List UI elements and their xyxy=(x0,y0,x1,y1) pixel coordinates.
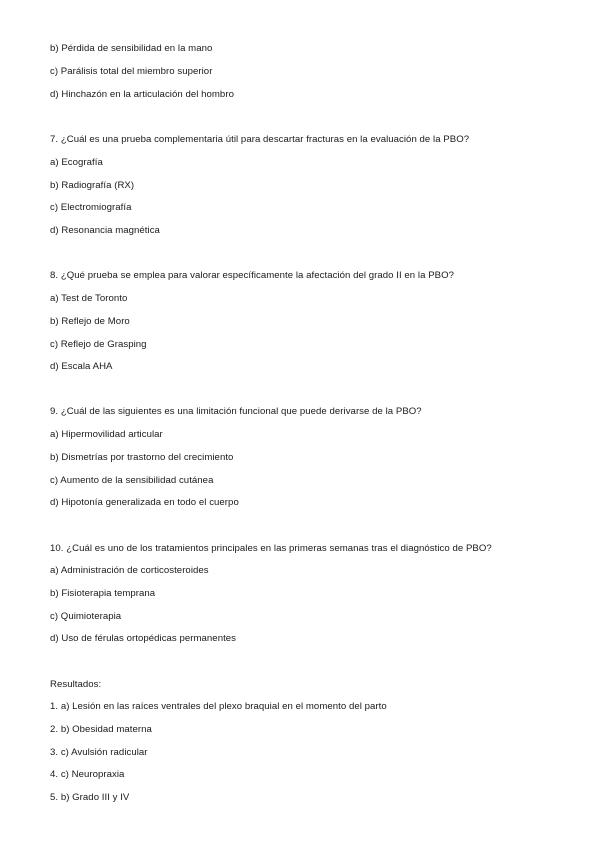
question-8-option-d: d) Escala AHA xyxy=(50,361,113,372)
results-heading: Resultados: xyxy=(50,679,102,690)
question-10-option-d: d) Uso de férulas ortopédicas permanentes xyxy=(50,633,237,644)
question-9-option-d: d) Hipotonía generalizada en todo el cuerpo xyxy=(50,497,239,508)
result-item: 4. c) Neuropraxia xyxy=(50,769,125,780)
question-7: 7. ¿Cuál es una prueba complementaria útil para descartar fracturas en la evaluación de la PBO? xyxy=(50,134,470,145)
question-8-option-c: c) Reflejo de Grasping xyxy=(50,339,147,350)
question-10-option-c: c) Quimioterapia xyxy=(50,611,122,622)
result-item: 5. b) Grado III y IV xyxy=(50,792,130,803)
result-item: 1. a) Lesión en las raíces ventrales del plexo braquial en el momento del parto xyxy=(50,701,387,712)
question-7-option-a: a) Ecografía xyxy=(50,157,103,168)
question-7-option-c: c) Electromiografía xyxy=(50,202,132,213)
question-9-option-c: c) Aumento de la sensibilidad cutánea xyxy=(50,475,214,486)
question-10: 10. ¿Cuál es uno de los tratamientos principales en las primeras semanas tras el diagnóstico de PBO? xyxy=(50,543,492,554)
question-9: 9. ¿Cuál de las siguientes es una limitación funcional que puede derivarse de la PBO? xyxy=(50,406,422,417)
question-8: 8. ¿Qué prueba se emplea para valorar específicamente la afectación del grado II en la PBO? xyxy=(50,270,454,281)
question-7-option-b: b) Radiografía (RX) xyxy=(50,180,135,191)
question-9-option-a: a) Hipermovilidad articular xyxy=(50,429,163,440)
option-d: d) Hinchazón en la articulación del hombro xyxy=(50,89,234,100)
question-10-option-a: a) Administración de corticosteroides xyxy=(50,565,209,576)
question-7-option-d: d) Resonancia magnética xyxy=(50,225,160,236)
result-item: 3. c) Avulsión radicular xyxy=(50,747,148,758)
option-c: c) Parálisis total del miembro superior xyxy=(50,66,213,77)
question-10-option-b: b) Fisioterapia temprana xyxy=(50,588,156,599)
question-8-option-a: a) Test de Toronto xyxy=(50,293,128,304)
question-9-option-b: b) Dismetrías por trastorno del crecimiento xyxy=(50,452,234,463)
question-8-option-b: b) Reflejo de Moro xyxy=(50,316,130,327)
option-b: b) Pérdida de sensibilidad en la mano xyxy=(50,43,213,54)
result-item: 2. b) Obesidad materna xyxy=(50,724,152,735)
